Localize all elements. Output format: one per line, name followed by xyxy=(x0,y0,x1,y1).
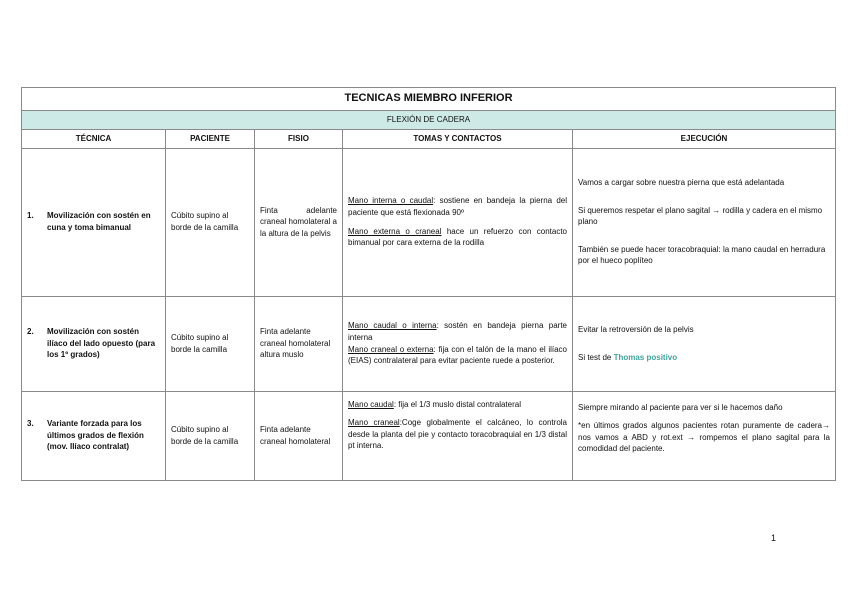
tecnica-cell xyxy=(22,148,166,296)
tomas-cell xyxy=(343,148,573,296)
ejecucion-item: Si queremos respetar el plano sagital → rodilla y cadera en el mismo plano xyxy=(578,205,823,227)
header-tecnica: TÉCNICA xyxy=(22,129,166,148)
toma-text: : sostén en bandeja pierna parte interna xyxy=(348,321,568,342)
table-row xyxy=(22,391,836,480)
toma-label: Mano caudal o interna xyxy=(348,321,437,331)
row-number: 1. xyxy=(27,211,34,221)
thomas-highlight: Thomas positivo xyxy=(613,352,678,362)
header-ejecucion: EJECUCIÓN xyxy=(573,129,836,148)
header-tomas: TOMAS Y CONTACTOS xyxy=(343,129,573,148)
title-row xyxy=(22,88,836,111)
tecnica-cell xyxy=(22,296,166,391)
tecnica-cell xyxy=(22,391,166,480)
section-title: FLEXIÓN DE CADERA xyxy=(22,110,836,129)
ejecucion-prefix: Si test de xyxy=(578,352,614,362)
paciente-cell: Cúbito supino al borde de la camilla xyxy=(166,148,255,296)
toma-text: :Coge globalmente el calcáneo, lo controla desde la planta del pie y contacto toracobraquial en 1/3 distal pt interna. xyxy=(348,418,567,451)
toma-text: hace un refuerzo con contacto bimanual por cara externa de la rodilla xyxy=(348,226,567,248)
row-number: 3. xyxy=(27,419,34,429)
ejecucion-item: Siempre mirando al paciente para ver si le hacemos daño xyxy=(578,402,783,412)
header-row xyxy=(22,129,836,148)
tecnica-text: Movilización con sostén en cuna y toma bimanual xyxy=(47,211,151,233)
toma-item xyxy=(348,344,567,367)
toma-item xyxy=(348,399,567,411)
ejecucion-item: Vamos a cargar sobre nuestra pierna que está adelantada xyxy=(578,178,785,188)
ejecucion-item: También se puede hacer toracobraquial: la mano caudal en herradura por el hueco poplíteo xyxy=(578,244,826,266)
header-fisio: FISIO xyxy=(255,129,343,148)
fisio-cell: Finta adelante craneal homolateral a la altura de la pelvis xyxy=(255,148,343,296)
ejecucion-cell xyxy=(573,148,836,296)
ejecucion-item xyxy=(578,352,830,364)
toma-item xyxy=(348,195,567,218)
tomas-cell xyxy=(343,296,573,391)
toma-item xyxy=(348,226,567,249)
tomas-cell xyxy=(343,391,573,480)
toma-text: : fija el 1/3 muslo distal contralateral xyxy=(393,399,521,409)
tecnica-text: Variante forzada para los últimos grados de flexión (mov. Ilíaco contralat) xyxy=(47,419,144,452)
toma-label: Mano caudal xyxy=(348,399,394,409)
toma-label: Mano externa o craneal xyxy=(348,226,442,236)
table-row xyxy=(22,296,836,391)
toma-label: Mano interna o caudal xyxy=(348,196,434,206)
ejecucion-item: *en últimos grados algunos pacientes rotan puramente de cadera→ nos vamos a ABD y rot.ext → rompemos el plano sagital para la comodidad del paciente. xyxy=(578,421,830,454)
toma-label: Mano craneal o externa xyxy=(348,344,434,354)
paciente-cell: Cúbito supino al borde de la camilla xyxy=(166,391,255,480)
toma-item xyxy=(348,320,567,343)
ejecucion-cell xyxy=(573,391,836,480)
toma-item xyxy=(348,417,567,452)
toma-text: : sostiene en bandeja la pierna del paciente que está flexionada 90º xyxy=(348,196,567,217)
fisio-cell: Finta adelante craneal homolateral xyxy=(255,391,343,480)
fisio-cell: Finta adelante craneal homolateral altura muslo xyxy=(255,296,343,391)
table-row xyxy=(22,148,836,296)
header-paciente: PACIENTE xyxy=(166,129,255,148)
row-number: 2. xyxy=(27,327,34,337)
ejecucion-item: Evitar la retroversión de la pelvis xyxy=(578,324,694,334)
techniques-table xyxy=(21,87,836,481)
paciente-cell: Cúbito supino al borde la camilla xyxy=(166,296,255,391)
toma-label: Mano craneal xyxy=(348,418,400,428)
tecnica-text: Movilización con sostén ilíaco del lado opuesto (para los 1º grados) xyxy=(47,327,156,360)
section-row xyxy=(22,110,836,129)
table-title: TECNICAS MIEMBRO INFERIOR xyxy=(22,88,836,111)
ejecucion-cell xyxy=(573,296,836,391)
toma-text: : fija con el talón de la mano el ilíaco (EIAS) contralateral para evitar paciente ruede a posterior. xyxy=(348,344,567,366)
page-number: 1 xyxy=(771,533,777,543)
